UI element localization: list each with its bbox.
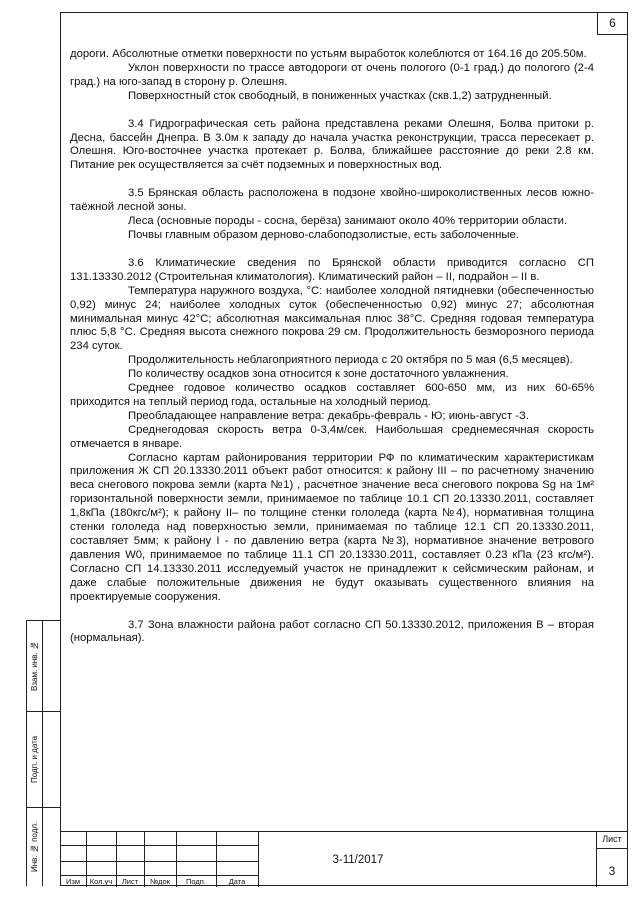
paragraph: Продолжительность неблагоприятного периода с 20 октября по 5 мая (6,5 месяцев).: [128, 354, 573, 367]
title-block: [60, 831, 628, 886]
col-kol-uch: Кол.уч: [89, 877, 113, 886]
paragraph: Уклон поверхности по трассе автодороги от очень пологого (0-1 град.) до пологого (2-4 град.) на юго-запад в сторону р. Олешня.: [70, 61, 594, 88]
paragraph: Преобладающее направление ветра: декабрь-февраль - Ю; июнь-август -З.: [128, 409, 529, 422]
sheet-number: 3: [608, 864, 616, 878]
paragraph: По количеству осадков зона относится к зоне достаточного увлажнения.: [128, 368, 509, 381]
paragraph: Среднее годовое количество осадков составляет 600-650 мм, из них 60-65% приходится на теплый период года, остальные на холодный период.: [70, 382, 594, 408]
paragraph: 3.5 Брянская область расположена в подзоне хвойно-широколиственных лесов южно-таёжной лесной зоны.: [70, 187, 594, 214]
col-izm: Изм: [66, 877, 80, 886]
col-list: Лист: [121, 877, 139, 886]
sheet-label: Лист: [602, 834, 622, 844]
paragraph: Леса (основные породы - сосна, берёза) занимают около 40% территории области.: [128, 215, 568, 228]
margin-label-podp-data: Подп. и дата: [30, 735, 39, 783]
paragraph: 3.4 Гидрографическая сеть района представлена реками Олешня, Болва притоки р. Десна, бассейн Днепра. В 3.0м к западу до начала участка реконструкции, трасса пересекает р. Олешня. Юго-восточнее участка протекает р. Болва, ближайшее расстояние до реки 2.8 км. Питание рек осуществляется за счёт подземных и поверхностных вод.: [70, 117, 594, 172]
top-page-number: 6: [597, 13, 627, 35]
margin-stamp: [26, 620, 60, 886]
paragraph: дороги. Абсолютные отметки поверхности по устьям выработок колеблются от 164.16 до 205.50м.: [70, 48, 587, 60]
document-body: [70, 48, 594, 646]
paragraph: Поверхностный сток свободный, в пониженных участках (скв.1,2) затрудненный.: [128, 89, 552, 102]
margin-label-vzam-inv: Взам. инв. №: [30, 641, 39, 691]
col-ndok: №док: [150, 877, 170, 886]
paragraph: 3.7 Зона влажности района работ согласно СП 50.13330.2012, приложения В – вторая (нормальная).: [70, 618, 594, 645]
margin-label-inv-podl: Инв. № подл.: [30, 821, 39, 873]
paragraph: Согласно картам районирования территории РФ по климатическим характеристикам приложения Ж СП 20.13330.2011 объект работ относится: к району III – по расчетному значению веса снегового покрова земли (карта №1) , расчетное значение веса снегового покрова Sg на 1м² горизонтальной поверхности земли, принимаемое по таблице 10.1 СП 20.13330.2011, составляет 1,8кПа (180кгс/м²); к району II– по толщине стенки гололеда (карта №4), нормативная толщина стенки гололеда над поверхностью земли, принимаемая по таблице 12.1 СП 20.13330.2011, составляет 5мм; к району I - по давлению ветра (карта №3), нормативное значение ветрового давления W0, принимаемое по таблице 11.1 СП 20.13330.2011, составляет 0.23 кПа (23 кгс/м²). Согласно СП 14.13330.2011 исследуемый участок не принадлежит к сейсмическим районам, и даже слабые положительные движения не будут оказывать существенного влияния на проектируемые сооружения.: [70, 451, 594, 603]
col-data: Дата: [228, 877, 246, 886]
col-podp: Подп.: [186, 877, 206, 886]
paragraph: Среднегодовая скорость ветра 0-3,4м/сек. Наибольшая среднемесячная скорость отмечается в январе.: [70, 423, 594, 450]
paragraph: Температура наружного воздуха, °С: наиболее холодной пятидневки (обеспеченностью 0,92) минус 24; наиболее холодных суток (обеспеченностью 0,92) минус 27; абсолютная минимальная минус 42°С; абсолютная максимальная плюс 38°С. Средняя годовая температура плюс 5,8 °С. Средняя высота снежного покрова 29 см. Продолжительность безморозного периода 234 суток.: [70, 284, 594, 353]
paragraph: Почвы главным образом дерново-слабоподзолистые, есть заболоченные.: [128, 228, 519, 241]
paragraph: 3.6 Климатические сведения по Брянской области приводится согласно СП 131.13330.2012 (Строительная климатология). Климатический район – II, подрайон – II в.: [70, 256, 594, 283]
document-code: 3-11/2017: [332, 854, 384, 866]
